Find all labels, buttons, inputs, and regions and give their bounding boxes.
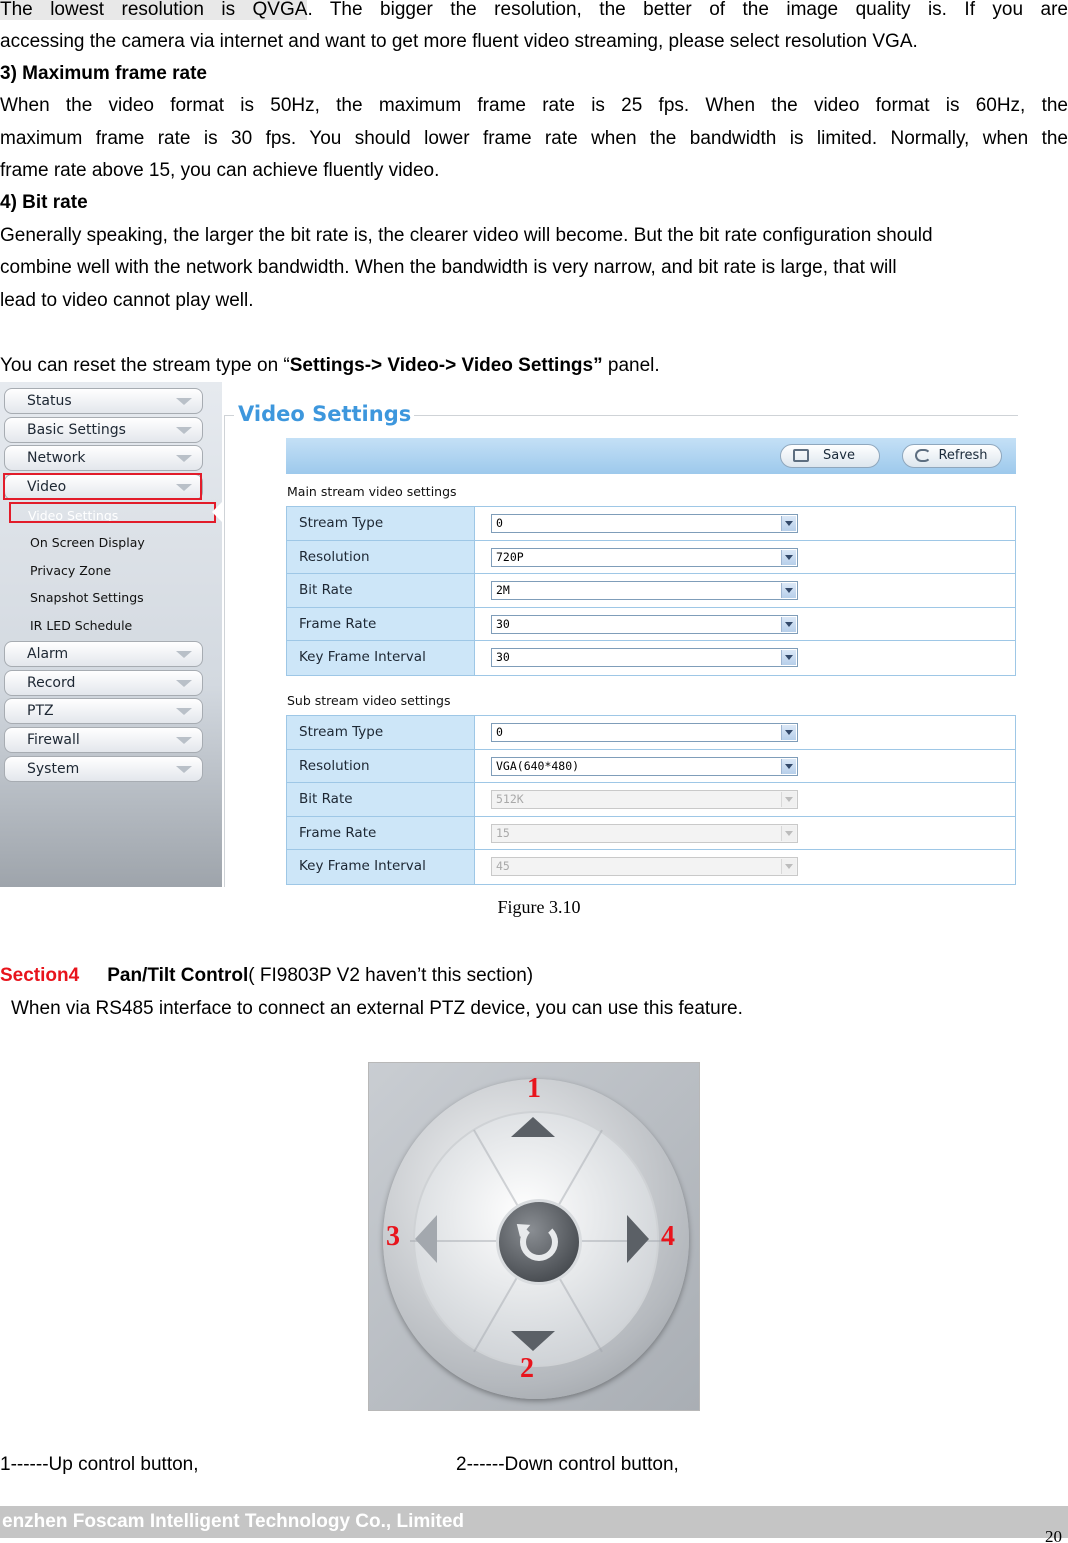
submenu-snapshot-settings[interactable]: Snapshot Settings <box>30 590 144 605</box>
up-arrow-icon[interactable] <box>511 1117 555 1137</box>
down-arrow-icon[interactable] <box>511 1331 555 1351</box>
setting-label: Bit Rate <box>287 574 475 607</box>
setting-label: Bit Rate <box>287 783 475 816</box>
label-1: 1 <box>527 1073 541 1104</box>
menu-firewall[interactable]: Firewall <box>4 727 203 753</box>
dropdown-arrow-icon <box>781 725 796 740</box>
legend-up: 1------Up control button, <box>0 1454 199 1475</box>
ptz-inner-dial <box>413 1111 659 1367</box>
legend-down: 2------Down control button, <box>456 1454 679 1475</box>
setting-select[interactable]: 0 <box>491 514 798 533</box>
submenu-video-settings[interactable]: Video Settings <box>28 508 119 523</box>
chevron-down-icon <box>176 766 192 773</box>
section-note: ( FI9803P V2 haven’t this section) <box>248 965 534 986</box>
settings-row <box>287 783 1015 817</box>
main-stream-table <box>286 506 1016 676</box>
label-2: 2 <box>520 1353 534 1384</box>
menu-alarm[interactable]: Alarm <box>4 641 203 667</box>
panel-left-border <box>224 415 225 887</box>
bit-rate-line3: lead to video cannot play well. <box>0 290 254 311</box>
section-label: Section4 <box>0 965 80 986</box>
setting-select: 15 <box>491 824 798 843</box>
submenu-ir-led-schedule[interactable]: IR LED Schedule <box>30 618 133 633</box>
dropdown-arrow-icon <box>781 826 796 841</box>
settings-row <box>287 608 1015 642</box>
right-arrow-icon[interactable] <box>627 1215 649 1263</box>
save-button[interactable]: Save <box>780 444 880 468</box>
sub-stream-heading: Sub stream video settings <box>287 693 451 708</box>
sub-stream-table <box>286 715 1016 885</box>
settings-row <box>287 541 1015 575</box>
settings-row <box>287 716 1015 750</box>
setting-select: 512K <box>491 790 798 809</box>
left-arrow-icon[interactable] <box>415 1215 437 1263</box>
page-number: 20 <box>1045 1527 1062 1543</box>
setting-select[interactable]: 720P <box>491 548 798 567</box>
active-pointer-icon <box>212 502 222 522</box>
dropdown-arrow-icon <box>781 617 796 632</box>
figure-caption: Figure 3.10 <box>497 897 581 917</box>
resolution-paragraph-line2: accessing the camera via internet and want to get more fluent video streaming, please select resolution VGA. <box>0 31 918 52</box>
menu-status[interactable]: Status <box>4 388 203 414</box>
video-settings-highlight-box <box>9 502 216 523</box>
setting-label: Key Frame Interval <box>287 641 475 675</box>
resolution-paragraph-line1: The lowest resolution is QVGA. The bigger the resolution, the better of the image quality is. If you are <box>0 0 1068 20</box>
section-heading <box>0 960 1068 993</box>
menu-video[interactable]: Video <box>4 474 203 500</box>
page-footer: enzhen Foscam Intelligent Technology Co., Limited <box>0 1506 1068 1538</box>
heading-max-frame-rate: 3) Maximum frame rate <box>0 63 207 84</box>
settings-row <box>287 574 1015 608</box>
setting-select[interactable]: VGA(640*480) <box>491 757 798 776</box>
setting-label: Key Frame Interval <box>287 850 475 884</box>
setting-select[interactable]: 30 <box>491 648 798 667</box>
panel-title: Video Settings <box>238 402 412 426</box>
dropdown-arrow-icon <box>781 583 796 598</box>
heading-bit-rate: 4) Bit rate <box>0 192 88 213</box>
setting-label: Frame Rate <box>287 817 475 850</box>
menu-record[interactable]: Record <box>4 670 203 696</box>
chevron-down-icon <box>176 708 192 715</box>
dropdown-arrow-icon <box>781 516 796 531</box>
section-title: Pan/Tilt Control <box>107 965 249 986</box>
bit-rate-line1: Generally speaking, the larger the bit rate is, the clearer video will become. But the bit rate configuration should <box>0 225 933 246</box>
reset-instruction: You can reset the stream type on “Settings-> Video-> Video Settings” panel. <box>0 355 660 376</box>
setting-select[interactable]: 0 <box>491 723 798 742</box>
dropdown-arrow-icon <box>781 859 796 874</box>
menu-network[interactable]: Network <box>4 445 203 471</box>
save-icon <box>793 449 809 462</box>
setting-select[interactable]: 2M <box>491 581 798 600</box>
refresh-icon <box>915 449 931 462</box>
toolbar <box>286 438 1016 474</box>
ptz-control-image <box>368 1062 700 1411</box>
frame-rate-line2: maximum frame rate is 30 fps. You should lower frame rate when the bandwidth is limited. Normally, when the <box>0 128 1068 149</box>
dropdown-arrow-icon <box>781 650 796 665</box>
settings-row <box>287 850 1015 884</box>
chevron-down-icon <box>176 651 192 658</box>
refresh-button[interactable]: Refresh <box>902 444 1002 468</box>
menu-system[interactable]: System <box>4 756 203 782</box>
bit-rate-line2: combine well with the network bandwidth. When the bandwidth is very narrow, and bit rate is large, that will <box>0 257 897 278</box>
setting-label: Resolution <box>287 750 475 783</box>
video-settings-screenshot <box>0 382 1018 887</box>
setting-label: Stream Type <box>287 507 475 540</box>
setting-select[interactable]: 30 <box>491 615 798 634</box>
video-settings-panel <box>224 382 1018 887</box>
settings-row <box>287 507 1015 541</box>
settings-row <box>287 641 1015 675</box>
dropdown-arrow-icon <box>781 759 796 774</box>
qvga-highlight: The lowest resolution is QVGA <box>0 0 308 20</box>
section-description: When via RS485 interface to connect an external PTZ device, you can use this feature. <box>11 998 743 1019</box>
settings-row <box>287 750 1015 784</box>
main-stream-heading: Main stream video settings <box>287 484 457 499</box>
chevron-down-icon <box>176 455 192 462</box>
setting-label: Resolution <box>287 541 475 574</box>
dropdown-arrow-icon <box>781 792 796 807</box>
settings-row <box>287 817 1015 851</box>
setting-label: Stream Type <box>287 716 475 749</box>
menu-ptz[interactable]: PTZ <box>4 698 203 724</box>
setting-select: 45 <box>491 857 798 876</box>
submenu-on-screen-display[interactable]: On Screen Display <box>30 535 145 550</box>
frame-rate-line1: When the video format is 50Hz, the maximum frame rate is 25 fps. When the video format is 60Hz, the <box>0 95 1068 116</box>
setting-label: Frame Rate <box>287 608 475 641</box>
chevron-down-icon <box>176 398 192 405</box>
frame-rate-line3: frame rate above 15, you can achieve fluently video. <box>0 160 440 181</box>
settings-sidebar <box>0 382 222 887</box>
dropdown-arrow-icon <box>781 550 796 565</box>
ptz-center-button[interactable] <box>496 1199 582 1285</box>
chevron-down-icon <box>176 427 192 434</box>
menu-basic-settings[interactable]: Basic Settings <box>4 417 203 443</box>
chevron-down-icon <box>176 680 192 687</box>
label-3: 3 <box>386 1221 400 1252</box>
submenu-privacy-zone[interactable]: Privacy Zone <box>30 563 112 578</box>
video-highlight-box <box>3 473 202 500</box>
chevron-down-icon <box>176 737 192 744</box>
label-4: 4 <box>661 1221 675 1252</box>
